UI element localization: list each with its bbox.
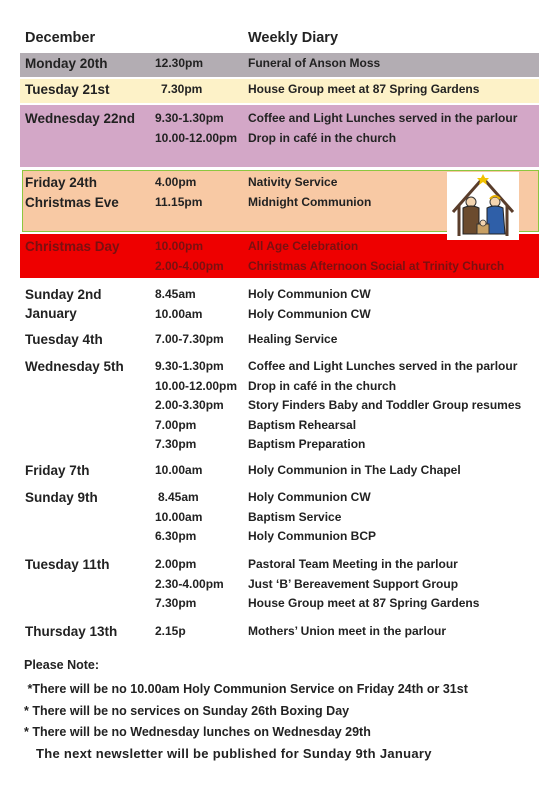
event-name: House Group meet at 87 Spring Gardens: [248, 82, 480, 96]
event-time: 8.45am: [158, 490, 199, 504]
event-line: [0, 377, 559, 397]
event-name: Nativity Service: [248, 175, 338, 189]
event-name: Funeral of Anson Moss: [248, 56, 381, 70]
event-name: Drop in café in the church: [248, 378, 397, 393]
event-line: [0, 488, 559, 508]
event-time: 7.30pm: [155, 437, 197, 451]
month-heading: December: [25, 30, 96, 46]
event-line: [0, 305, 559, 325]
event-name: Christmas Afternoon Social at Trinity Church: [248, 258, 505, 273]
event-time: 10.00pm: [155, 239, 204, 253]
event-time: 12.30pm: [155, 56, 204, 70]
event-name: Drop in café in the church: [248, 130, 397, 145]
event-name: Midnight Communion: [248, 194, 372, 209]
event-time: 2.00-4.00pm: [155, 258, 224, 273]
event-time: 7.00pm: [155, 417, 197, 432]
event-time: 11.15pm: [155, 194, 203, 209]
event-line: [0, 622, 559, 642]
event-name: Coffee and Light Lunches served in the parlour: [248, 111, 518, 125]
day-label: Wednesday 22nd: [25, 111, 136, 126]
day-label: Friday 7th: [25, 463, 90, 478]
event-name: Mothers’ Union meet in the parlour: [248, 624, 447, 638]
event-line: [0, 330, 559, 350]
event-line: [0, 237, 559, 257]
event-line: [0, 416, 559, 436]
event-line: [0, 193, 559, 213]
diary-title: Weekly Diary: [248, 30, 339, 46]
event-line: [0, 435, 559, 455]
event-name: Holy Communion CW: [248, 287, 371, 301]
event-time: 2.00pm: [155, 557, 197, 571]
event-time: 2.30-4.00pm: [155, 576, 224, 591]
event-line: [0, 357, 559, 377]
event-time: 7.30pm: [161, 82, 203, 96]
event-name: Just ‘B’ Bereavement Support Group: [248, 576, 459, 591]
event-name: Healing Service: [248, 332, 338, 346]
day-label: Sunday 2nd: [25, 287, 102, 302]
event-name: Holy Communion in The Lady Chapel: [248, 463, 461, 477]
event-line: [0, 54, 559, 74]
event-time: 6.30pm: [155, 529, 197, 543]
event-line: [0, 461, 559, 481]
note-line: * There will be no Wednesday lunches on Wednesday 29th: [24, 725, 371, 739]
event-line: [0, 575, 559, 595]
event-name: Baptism Preparation: [248, 437, 366, 451]
event-time: 8.45am: [155, 287, 196, 301]
day-label: Tuesday 4th: [25, 332, 103, 347]
day-label: Thursday 13th: [25, 624, 118, 639]
event-time: 10.00am: [155, 463, 203, 477]
event-name: House Group meet at 87 Spring Gardens: [248, 596, 480, 610]
note-line: * There will be no services on Sunday 26th Boxing Day: [24, 704, 350, 718]
event-name: Pastoral Team Meeting in the parlour: [248, 557, 458, 571]
event-time: 9.30-1.30pm: [155, 111, 224, 125]
day-label: Sunday 9th: [25, 490, 98, 505]
event-line: [0, 257, 559, 277]
event-time: 7.30pm: [155, 596, 197, 610]
event-name: Holy Communion CW: [248, 490, 371, 504]
event-line: [0, 80, 559, 100]
event-time: 2.00-3.30pm: [155, 398, 224, 412]
event-time: 10.00am: [155, 509, 203, 524]
day-sublabel: Christmas Eve: [25, 195, 119, 210]
event-line: [0, 527, 559, 547]
event-time: 9.30-1.30pm: [155, 359, 224, 373]
event-name: Baptism Rehearsal: [248, 417, 357, 432]
event-line: [0, 109, 559, 129]
newsletter-notice: The next newsletter will be published for Sunday 9th January: [36, 746, 432, 761]
event-name: All Age Celebration: [248, 239, 359, 253]
event-name: Holy Communion BCP: [248, 529, 376, 543]
event-line: [0, 555, 559, 575]
event-time: 10.00-12.00pm: [155, 130, 238, 145]
event-time: 10.00-12.00pm: [155, 378, 238, 393]
event-name: Story Finders Baby and Toddler Group resumes: [248, 398, 522, 412]
event-time: 10.00am: [155, 306, 203, 321]
day-label: Monday 20th: [25, 56, 108, 71]
event-name: Holy Communion CW: [248, 306, 371, 321]
day-label: Christmas Day: [25, 239, 120, 254]
event-time: 4.00pm: [155, 175, 197, 189]
event-line: [0, 285, 559, 305]
day-label: Friday 24th: [25, 175, 98, 190]
event-line: [0, 173, 559, 193]
day-label: Tuesday 21st: [25, 82, 110, 97]
day-label: Tuesday 11th: [25, 557, 110, 572]
event-line: [0, 129, 559, 149]
notes-heading: Please Note:: [24, 658, 100, 672]
note-line: *There will be no 10.00am Holy Communion Service on Friday 24th or 31st: [24, 682, 468, 696]
day-label: Wednesday 5th: [25, 359, 124, 374]
event-name: Coffee and Light Lunches served in the parlour: [248, 359, 518, 373]
event-time: 7.00-7.30pm: [155, 332, 224, 346]
event-line: [0, 396, 559, 416]
event-line: [0, 508, 559, 528]
event-line: [0, 594, 559, 614]
event-time: 2.15p: [155, 624, 186, 638]
event-name: Baptism Service: [248, 509, 342, 524]
day-sublabel: January: [25, 306, 77, 321]
